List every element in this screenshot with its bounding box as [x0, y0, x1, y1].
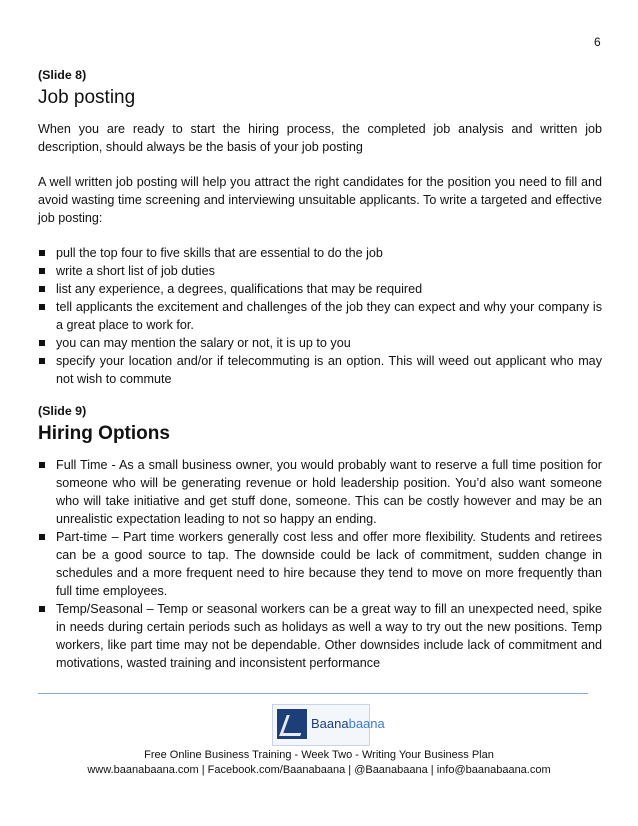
- bullet-list: [38, 456, 602, 672]
- bullet-icon: [39, 358, 45, 364]
- bullet-icon: [39, 606, 45, 612]
- list-item: pull the top four to five skills that are essential to do the job: [38, 244, 602, 262]
- list-item: write a short list of job duties: [38, 262, 602, 280]
- bullet-list: [38, 244, 602, 388]
- list-item: Full Time - As a small business owner, you would probably want to reserve a full time position for someone who will be generating revenue or hold leadership position. You’d also want someone who will take initiative and get stuff done, someone. This can be costly however and may be an unrealistic expectation leading to not so happy an ending.: [38, 456, 602, 528]
- baanabaana-logo: [272, 704, 385, 746]
- list-item: tell applicants the excitement and challenges of the job they can expect and why your company is a great place to work for.: [38, 298, 602, 334]
- bullet-icon: [39, 462, 45, 468]
- section-title: Job posting: [38, 87, 136, 108]
- slide-label: (Slide 8): [38, 68, 87, 82]
- logo-mark-icon: [277, 709, 307, 739]
- footer-line-2: www.baanabaana.com | Facebook.com/Baanabaana | @Baanabaana | info@baanabaana.com: [87, 764, 551, 776]
- logo-wordmark: Baanabaana: [311, 716, 385, 731]
- slide-label: (Slide 9): [38, 404, 87, 418]
- list-item: you can may mention the salary or not, it is up to you: [38, 334, 602, 352]
- bullet-icon: [39, 340, 45, 346]
- paragraph: When you are ready to start the hiring process, the completed job analysis and written job description, should always be the basis of your job posting: [38, 122, 602, 154]
- list-item: specify your location and/or if telecommuting is an option. This will weed out applicant who may not wish to commute: [38, 352, 602, 388]
- footer-line-1: Free Online Business Training - Week Two - Writing Your Business Plan: [144, 749, 494, 761]
- bullet-icon: [39, 534, 45, 540]
- bullet-icon: [39, 286, 45, 292]
- footer-divider: [38, 693, 588, 694]
- list-item: list any experience, a degrees, qualifications that may be required: [38, 280, 602, 298]
- section-title: Hiring Options: [38, 423, 170, 444]
- document-body: [38, 66, 602, 686]
- list-item: Temp/Seasonal – Temp or seasonal workers can be a great way to fill an unexpected need, spike in needs during certain periods such as holidays as well a way to try out the new positions. Temp workers, like part time may not be dependable. Other downsides include lack of commitment and motivations, wasted training and inconsistent performance: [38, 600, 602, 672]
- list-item: Part-time – Part time workers generally cost less and offer more flexibility. Students and retirees can be a good source to tap. The downside could be lack of commitment, sudden change in schedules and a more frequent need to hire because they tend to move on more frequently than full time employees.: [38, 528, 602, 600]
- paragraph: A well written job posting will help you attract the right candidates for the position you need to fill and avoid wasting time screening and interviewing unsuitable applicants. To write a targeted and effective job posting:: [38, 175, 602, 225]
- bullet-icon: [39, 304, 45, 310]
- bullet-icon: [39, 250, 45, 256]
- bullet-icon: [39, 268, 45, 274]
- page-number: 6: [594, 35, 601, 49]
